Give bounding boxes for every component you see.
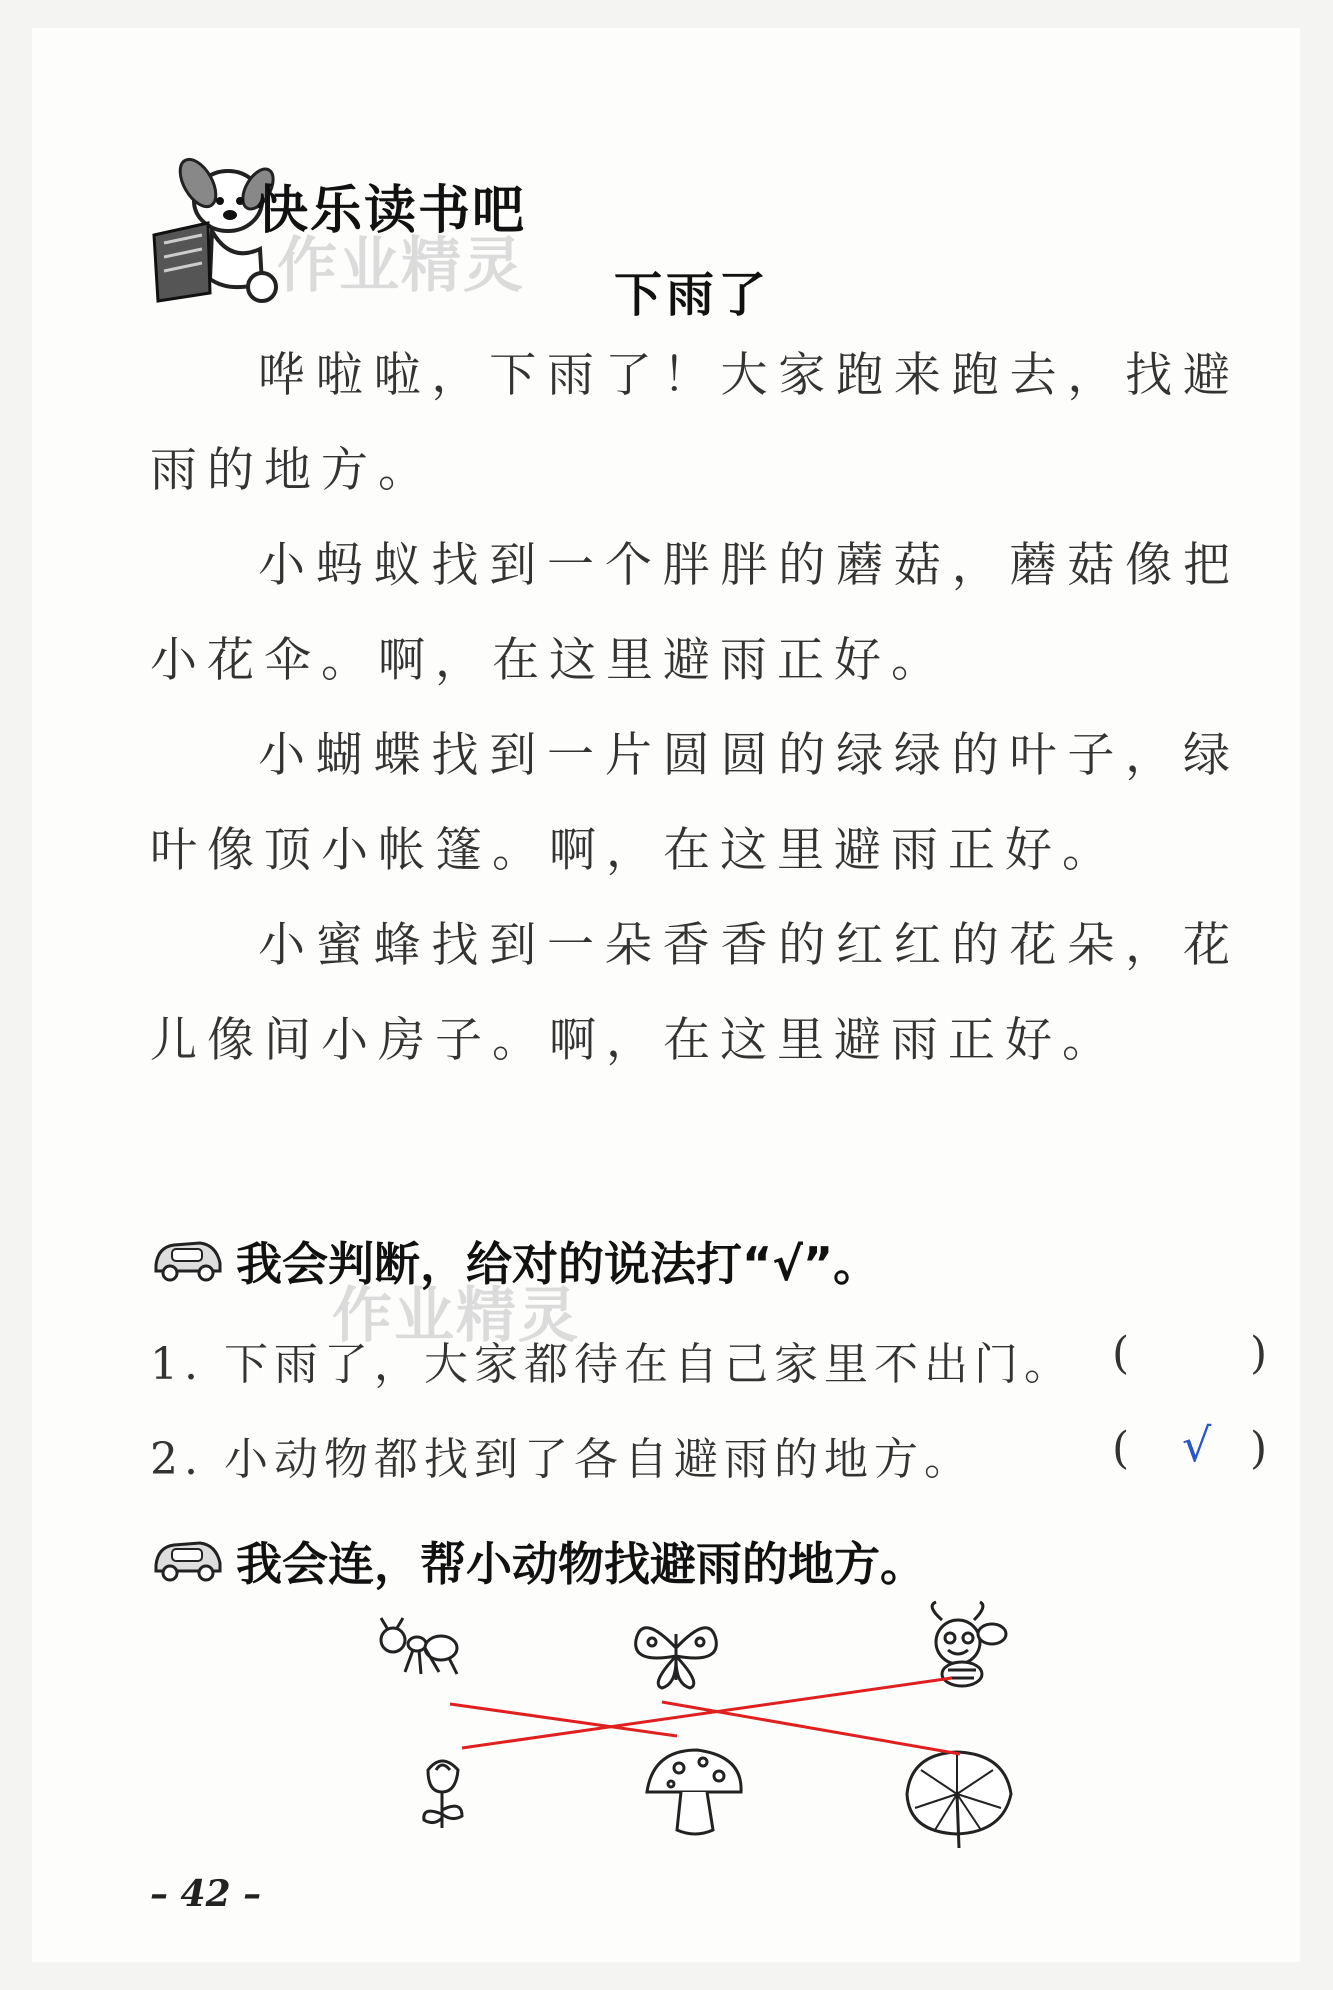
- match-line-ant-mushroom: [450, 1704, 677, 1736]
- match-line-bee-flower: [462, 1678, 952, 1748]
- watermark: 作业精灵: [332, 1281, 580, 1351]
- question-1-text: 1. 下雨了，大家都待在自己家里不出门。: [150, 1339, 1074, 1390]
- story-paragraph: 哗啦啦，下雨了！大家跑来跑去，找避雨的地方。: [150, 348, 1240, 498]
- ant-icon[interactable]: [381, 1618, 457, 1674]
- story-body: [150, 328, 1240, 1088]
- leaf-icon[interactable]: [907, 1752, 1011, 1848]
- watermark: 作业精灵: [277, 231, 525, 301]
- car-icon: [150, 1233, 226, 1283]
- bee-icon[interactable]: [932, 1602, 1006, 1686]
- page-number: – 42 –: [150, 1873, 262, 1915]
- answer-checkmark[interactable]: √: [1182, 1418, 1212, 1472]
- flower-icon[interactable]: [424, 1761, 462, 1828]
- butterfly-icon[interactable]: [636, 1628, 717, 1688]
- mushroom-icon[interactable]: [647, 1750, 741, 1834]
- story-paragraph: 小蝴蝶找到一片圆圆的绿绿的叶子，绿叶像顶小帐篷。啊，在这里避雨正好。: [150, 728, 1240, 878]
- car-icon: [150, 1533, 226, 1583]
- worksheet-page: [32, 28, 1300, 1962]
- story-title: 下雨了: [614, 267, 771, 323]
- story-paragraph: 小蚂蚁找到一个胖胖的蘑菇，蘑菇像把小花伞。啊，在这里避雨正好。: [150, 538, 1240, 688]
- section-label: 快乐读书吧: [256, 181, 527, 241]
- matching-area: [32, 1588, 1300, 1848]
- answer-paren-close: ): [1250, 1423, 1268, 1474]
- answer-paren-open: (: [1112, 1328, 1130, 1379]
- match-line-butterfly-leaf: [662, 1702, 960, 1754]
- question-2-text: 2. 小动物都找到了各自避雨的地方。: [150, 1434, 974, 1485]
- answer-box-1[interactable]: [1142, 1326, 1242, 1386]
- answer-paren-open: (: [1112, 1423, 1130, 1474]
- story-paragraph: 小蜜蜂找到一朵香香的红红的花朵，花儿像间小房子。啊，在这里避雨正好。: [150, 918, 1240, 1068]
- exercise2-heading: 我会连，帮小动物找避雨的地方。: [236, 1537, 926, 1591]
- exercise1-heading: 我会判断，给对的说法打“√”。: [236, 1237, 880, 1291]
- answer-paren-close: ): [1250, 1328, 1268, 1379]
